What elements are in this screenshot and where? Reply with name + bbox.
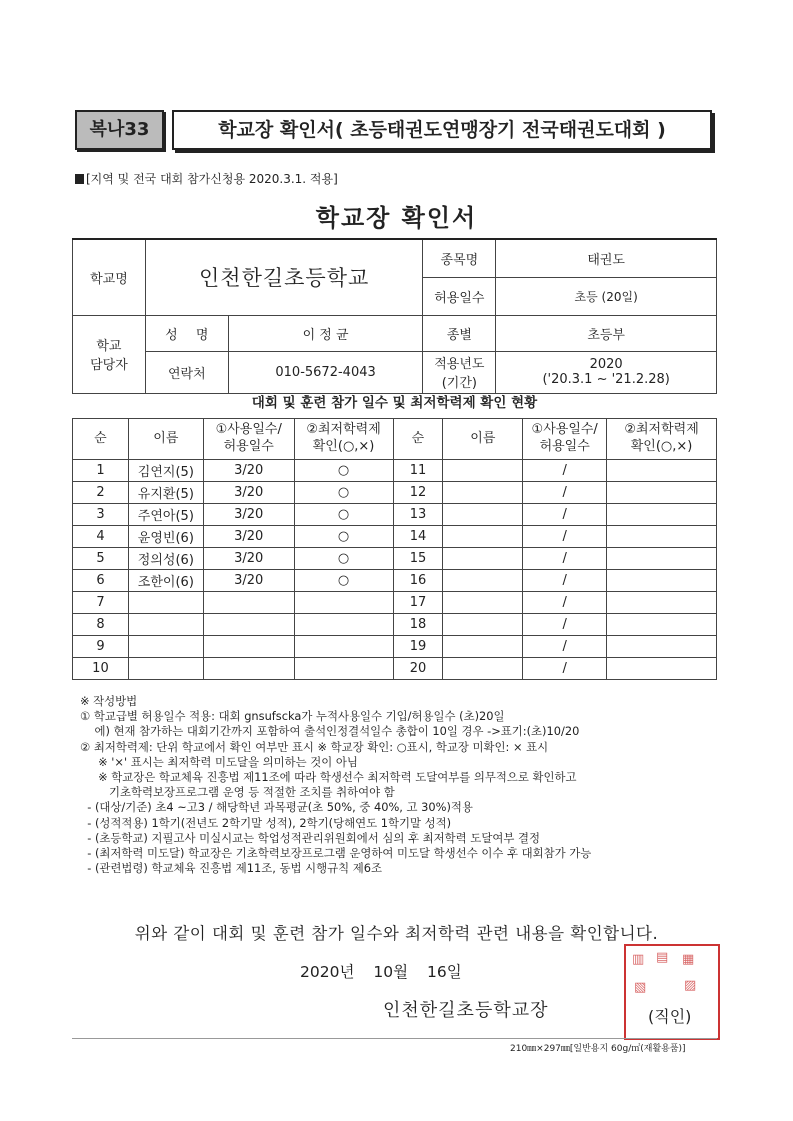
cell-right-name	[443, 636, 523, 658]
manager-label-line1: 학교	[96, 339, 122, 354]
cell-left-check	[294, 592, 393, 614]
cell-right-name	[443, 570, 523, 592]
confirmation-statement: 위와 같이 대회 및 훈련 참가 일수와 최저학력 관련 내용을 확인합니다.	[134, 924, 659, 943]
manager-label	[73, 315, 146, 393]
cell-right-no: 16	[393, 570, 443, 592]
cell-right-days: /	[523, 614, 607, 636]
issue-date	[300, 960, 462, 982]
cell-left-no: 4	[73, 526, 129, 548]
cell-left-days: 3/20	[203, 526, 294, 548]
table-row	[73, 614, 717, 636]
table-row	[73, 482, 717, 504]
cell-right-check	[607, 548, 717, 570]
cell-right-name	[443, 658, 523, 680]
date-day: 16일	[427, 963, 462, 981]
cell-right-check	[607, 482, 717, 504]
instruction-line: - (관련법령) 학교체육 진흥법 제11조, 동법 시행규칙 제6조	[80, 861, 383, 876]
school-name: 인천한길초등학교	[145, 239, 423, 315]
table-row	[73, 592, 717, 614]
cell-right-no: 15	[393, 548, 443, 570]
cell-left-days	[203, 636, 294, 658]
cell-left-no: 2	[73, 482, 129, 504]
cell-right-days: /	[523, 526, 607, 548]
cell-left-check: ○	[294, 482, 393, 504]
cell-right-no: 14	[393, 526, 443, 548]
table-row	[73, 636, 717, 658]
participation-table	[72, 418, 717, 680]
cell-right-check	[607, 658, 717, 680]
cell-left-name: 정의성(6)	[128, 548, 203, 570]
cell-right-name	[443, 526, 523, 548]
cell-right-days: /	[523, 592, 607, 614]
cell-right-check	[607, 636, 717, 658]
cell-left-days: 3/20	[203, 504, 294, 526]
cell-right-no: 19	[393, 636, 443, 658]
cell-left-name: 유지환(5)	[128, 482, 203, 504]
cell-left-check: ○	[294, 526, 393, 548]
cell-right-check	[607, 504, 717, 526]
cell-left-no: 8	[73, 614, 129, 636]
category-value: 초등부	[496, 315, 717, 351]
instruction-line: - (대상/기준) 초4 ~고3 / 해당학년 과목평균(초 50%, 중 40%, 고 30%)적용	[80, 800, 473, 815]
instruction-line: - (초등학교) 지필고사 미실시교는 학업성적관리위원회에서 심의 후 최저학력 도달여부 결정	[80, 830, 540, 845]
cell-left-days	[203, 614, 294, 636]
manager-label-line2: 담당자	[90, 358, 128, 373]
cell-left-name: 주연아(5)	[128, 504, 203, 526]
cell-left-check	[294, 614, 393, 636]
header-days-right-line2: 허용일수	[539, 439, 590, 454]
cell-right-name	[443, 460, 523, 482]
form-number-tag: 복나33	[75, 110, 164, 150]
table-row	[73, 548, 717, 570]
cell-left-name: 김연지(5)	[128, 460, 203, 482]
cell-left-no: 3	[73, 504, 129, 526]
header-check-right-line2: 확인(○,×)	[630, 439, 693, 454]
square-bullet-icon	[75, 174, 84, 184]
cell-left-no: 1	[73, 460, 129, 482]
cell-left-no: 6	[73, 570, 129, 592]
cell-right-check	[607, 460, 717, 482]
header-check	[294, 419, 393, 460]
cell-left-days	[203, 592, 294, 614]
year-label	[423, 351, 496, 393]
instruction-line: ※ 작성방법	[80, 694, 138, 708]
cell-right-no: 18	[393, 614, 443, 636]
instruction-line: - (최저학력 미도달) 학교장은 기초학력보장프로그램 운영하여 미도달 학생선수 이수 후 대회참가 가능	[80, 846, 592, 861]
cell-left-days	[203, 658, 294, 680]
cell-right-no: 11	[393, 460, 443, 482]
header-days	[203, 419, 294, 460]
paper-spec-footer: 210㎜×297㎜[일반용지 60g/㎡(재활용품)]	[510, 1044, 686, 1054]
cell-left-check: ○	[294, 548, 393, 570]
cell-right-name	[443, 592, 523, 614]
allowed-days-label: 허용일수	[423, 277, 496, 315]
table-row	[73, 504, 717, 526]
form-note-text: [지역 및 전국 대회 참가신청용 2020.3.1. 적용]	[86, 172, 338, 186]
header-days-line1: ①사용일수/	[215, 422, 282, 438]
date-month: 10월	[373, 963, 409, 981]
cell-right-check	[607, 570, 717, 592]
seal-label: (직인)	[648, 1007, 692, 1026]
cell-left-check: ○	[294, 460, 393, 482]
name-value: 이 정 균	[228, 315, 423, 351]
cell-right-days: /	[523, 636, 607, 658]
table-row	[73, 526, 717, 548]
header-check-line1: ②최저학력제	[306, 422, 381, 438]
instruction-line: 에) 현재 참가하는 대회기간까지 포함하여 출석인정결석일수 총합이 10일 경우 ->표기:(초)10/20	[80, 724, 580, 739]
cell-left-name	[128, 658, 203, 680]
cell-left-check: ○	[294, 504, 393, 526]
allowed-days-value: 초등 (20일)	[496, 277, 717, 315]
cell-right-no: 20	[393, 658, 443, 680]
instruction-line: ① 학교급별 허용일수 적용: 대회 gnsufscka가 누적사용일수 기입/허용일수 (초)20일	[80, 709, 505, 724]
event-label: 종목명	[423, 239, 496, 277]
instruction-line: ※ '×' 표시는 최저학력 미도달을 의미하는 것이 아님	[80, 754, 358, 769]
cell-right-days: /	[523, 460, 607, 482]
header-days-right	[523, 419, 607, 460]
cell-right-name	[443, 548, 523, 570]
event-value: 태권도	[496, 239, 717, 277]
contact-label: 연락처	[145, 351, 228, 393]
cell-right-no: 13	[393, 504, 443, 526]
year-value	[496, 351, 717, 393]
cell-left-name	[128, 614, 203, 636]
cell-right-check	[607, 592, 717, 614]
year-label-line2: (기간)	[441, 376, 477, 391]
header-days-right-line1: ①사용일수/	[531, 422, 598, 438]
cell-right-name	[443, 504, 523, 526]
category-label: 종별	[423, 315, 496, 351]
instruction-line: 기초학력보장프로그램 운영 등 적절한 조치를 취하여야 함	[80, 785, 395, 800]
header-name-right: 이름	[443, 419, 523, 460]
contact-value: 010-5672-4043	[228, 351, 423, 393]
name-label: 성 명	[145, 315, 228, 351]
document-title: 학교장 확인서	[315, 204, 478, 232]
school-info-table	[72, 238, 717, 394]
header-check-right-line1: ②최저학력제	[624, 422, 699, 438]
table-title: 대회 및 훈련 참가 일수 및 최저학력제 확인 현황	[251, 395, 538, 411]
cell-right-days: /	[523, 658, 607, 680]
cell-right-check	[607, 526, 717, 548]
school-label: 학교명	[73, 239, 146, 315]
footer-divider	[72, 1038, 717, 1039]
form-title: 학교장 확인서( 초등태권도연맹장기 전국태권도대회 )	[172, 110, 712, 150]
cell-left-days: 3/20	[203, 460, 294, 482]
cell-left-check: ○	[294, 570, 393, 592]
table-header-row	[73, 419, 717, 460]
principal-signature: 인천한길초등학교장	[383, 1000, 549, 1021]
cell-left-days: 3/20	[203, 482, 294, 504]
cell-left-days: 3/20	[203, 570, 294, 592]
year-label-line1: 적용년도	[434, 357, 485, 372]
form-note	[75, 170, 338, 187]
cell-right-check	[607, 614, 717, 636]
date-year: 2020년	[300, 963, 355, 981]
cell-left-no: 9	[73, 636, 129, 658]
cell-left-days: 3/20	[203, 548, 294, 570]
cell-left-check	[294, 658, 393, 680]
cell-left-name: 윤영빈(6)	[128, 526, 203, 548]
official-seal-stamp: ▥ ▤ ▦ ▧ ▨	[624, 944, 720, 1040]
cell-left-name	[128, 592, 203, 614]
cell-left-no: 7	[73, 592, 129, 614]
header-no: 순	[73, 419, 129, 460]
header-no-right: 순	[393, 419, 443, 460]
header-check-line2: 확인(○,×)	[312, 439, 375, 454]
table-row	[73, 570, 717, 592]
instruction-line: ② 최저학력제: 단위 학교에서 확인 여부만 표시 ※ 학교장 확인: ○표시, 학교장 미확인: × 표시	[80, 739, 549, 754]
table-row	[73, 460, 717, 482]
header-name: 이름	[128, 419, 203, 460]
cell-right-no: 17	[393, 592, 443, 614]
cell-right-days: /	[523, 548, 607, 570]
writing-instructions	[80, 694, 730, 876]
cell-left-no: 5	[73, 548, 129, 570]
cell-left-name	[128, 636, 203, 658]
cell-right-days: /	[523, 570, 607, 592]
header-check-right	[607, 419, 717, 460]
instruction-line: - (성적적용) 1학기(전년도 2학기말 성적), 2학기(당해연도 1학기말 성적)	[80, 815, 452, 830]
year-value-line2: ('20.3.1 ~ '21.2.28)	[542, 372, 670, 387]
cell-left-name: 조한이(6)	[128, 570, 203, 592]
cell-right-days: /	[523, 482, 607, 504]
cell-right-no: 12	[393, 482, 443, 504]
cell-right-days: /	[523, 504, 607, 526]
cell-left-check	[294, 636, 393, 658]
year-value-line1: 2020	[589, 357, 623, 372]
cell-right-name	[443, 614, 523, 636]
table-row	[73, 658, 717, 680]
instruction-line: ※ 학교장은 학교체육 진흥법 제11조에 따라 학생선수 최저학력 도달여부를 의무적으로 확인하고	[80, 770, 577, 785]
cell-right-name	[443, 482, 523, 504]
header-days-line2: 허용일수	[223, 439, 274, 454]
cell-left-no: 10	[73, 658, 129, 680]
